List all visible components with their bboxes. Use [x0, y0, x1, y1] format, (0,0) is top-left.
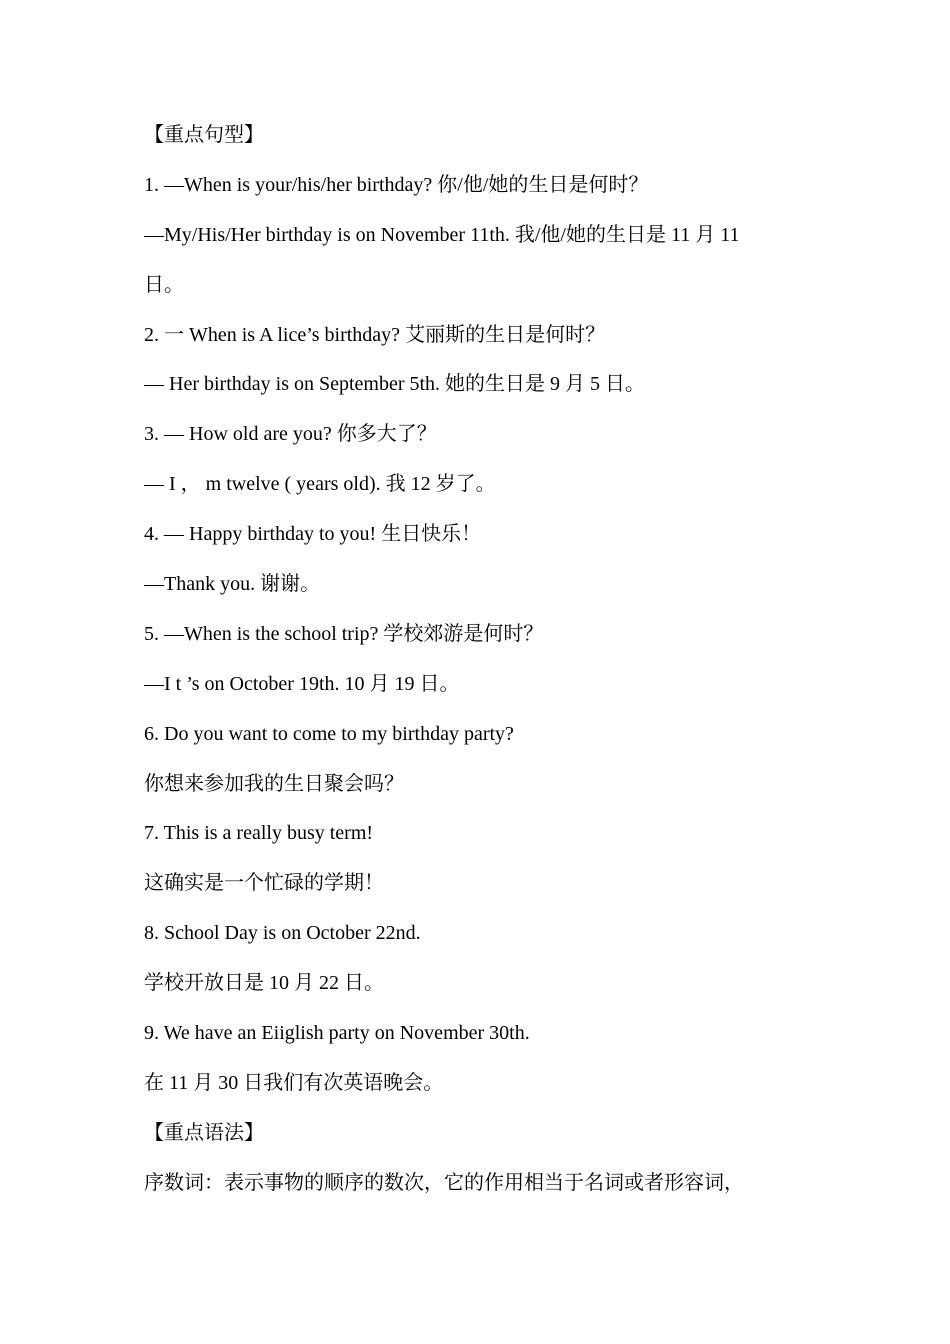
sentence-8-chinese: 学校开放日是 10 月 22 日。: [144, 972, 384, 995]
sentence-5-answer: —I t ’s on October 19th. 10 月 19 日。: [144, 672, 460, 695]
sentence-1-answer-continued: 日。: [144, 273, 184, 296]
sentence-4-reply: —Thank you. 谢谢。: [144, 573, 321, 596]
sentence-2-answer: — Her birthday is on September 5th. 她的生日是 9 月 5 日。: [144, 373, 646, 396]
section-heading-key-sentences: 【重点句型】: [144, 124, 264, 146]
sentence-5-question: 5. —When is the school trip? 学校郊游是何时？: [144, 622, 544, 645]
sentence-7-chinese: 这确实是一个忙碌的学期！: [144, 872, 384, 895]
section-heading-key-grammar: 【重点语法】: [144, 1121, 264, 1144]
sentence-7-english: 7. This is a really busy term!: [144, 822, 374, 845]
sentence-6-chinese: 你想来参加我的生日聚会吗？: [144, 772, 404, 795]
sentence-1-answer: —My/His/Her birthday is on November 11th. 我/他/她的生日是 11 月 11: [144, 223, 740, 246]
sentence-2-question: 2. 一 When is A lice’s birthday? 艾丽斯的生日是何时？: [144, 323, 606, 346]
sentence-9-english: 9. We have an Eiiglish party on November 30th.: [144, 1022, 530, 1045]
sentence-1-question: 1. —When is your/his/her birthday? 你/他/她的生日是何时？: [144, 173, 649, 196]
document-body: [144, 111, 824, 1209]
sentence-8-english: 8. School Day is on October 22nd.: [144, 922, 421, 945]
sentence-4-greeting: 4. — Happy birthday to you! 生日快乐！: [144, 523, 482, 546]
grammar-ordinal-numbers-text: 序数词：表示事物的顺序的数次，它的作用相当于名词或者形容词，: [144, 1171, 744, 1194]
sentence-9-chinese: 在 11 月 30 日我们有次英语晚会。: [144, 1071, 444, 1094]
sentence-6-english: 6. Do you want to come to my birthday party?: [144, 722, 514, 745]
sentence-3-answer: — I ， m twelve ( years old). 我 12 岁了。: [144, 473, 496, 496]
sentence-3-question: 3. — How old are you? 你多大了？: [144, 423, 437, 446]
